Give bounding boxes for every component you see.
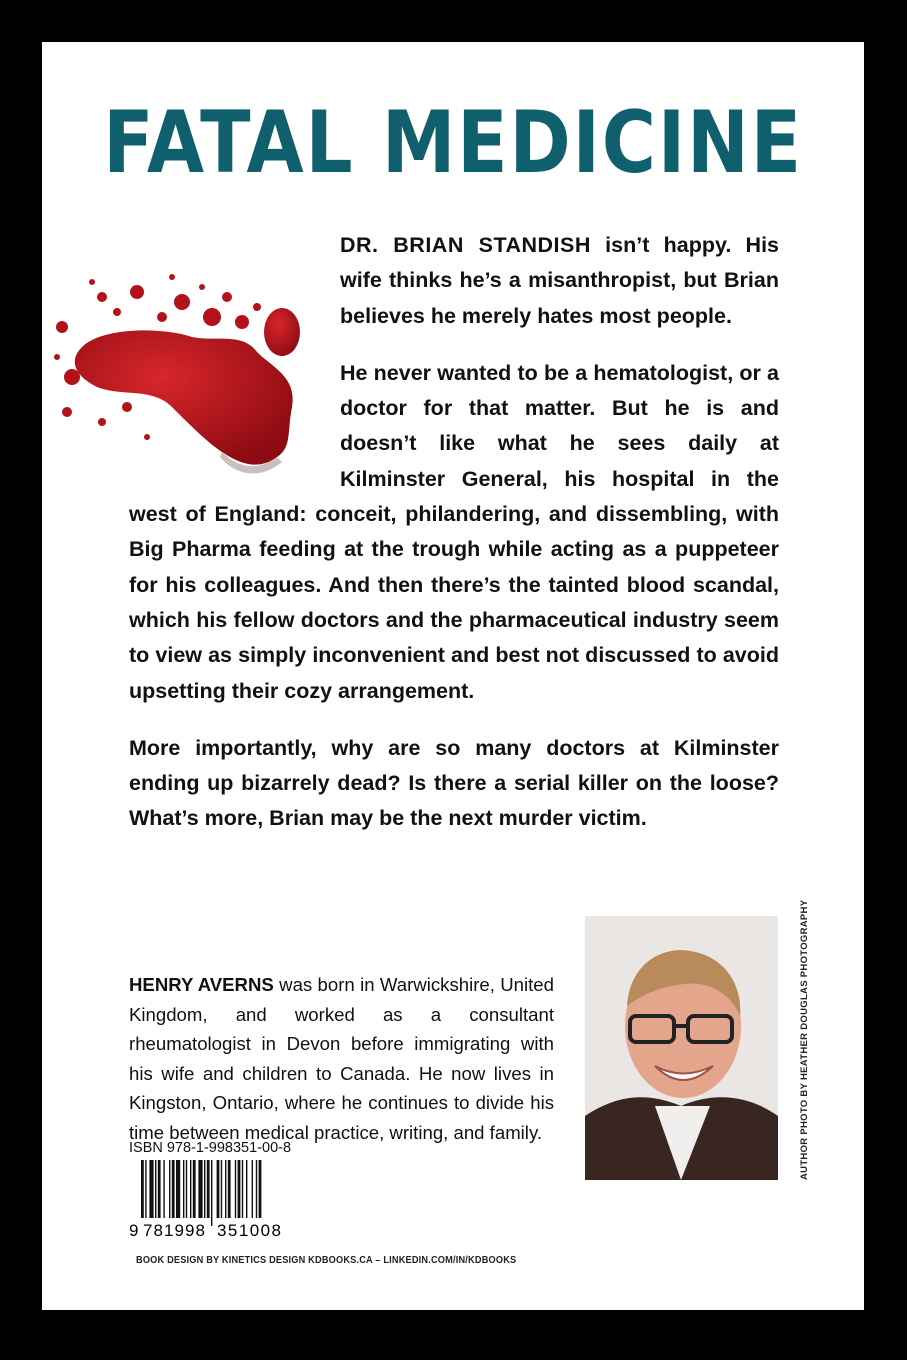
blurb-paragraph-3: More importantly, why are so many doctors at Kilminster ending up bizarrely dead? Is there a serial killer on the loose? What’s more, Brian may be the next murder victim. <box>129 735 779 831</box>
barcode-bar <box>207 1160 210 1218</box>
barcode-bar <box>238 1160 241 1218</box>
author-bio <box>129 970 554 1148</box>
blurb-paragraph-2: He never wanted to be a hematologist, or a doctor for that matter. But he is and doesn’t like what he sees daily at Kilminster General, his hospital in the west of England: conceit, philandering, and dissembling, with Big Pharma feeding at the trough while acting as a puppeteer for his colleagues. And then there’s the tainted blood scandal, which his fellow doctors and the pharmaceutical industry seem to view as simply inconvenient and best not discussed to avoid upsetting their cozy arrangement. <box>129 360 779 703</box>
barcode-bar <box>193 1160 196 1218</box>
barcode-bar <box>155 1160 156 1218</box>
barcode-digits-left: 781998 <box>143 1221 205 1240</box>
barcode-bar <box>186 1160 187 1218</box>
barcode-bar <box>141 1160 144 1226</box>
barcode-bar <box>172 1160 175 1218</box>
barcode-bar <box>163 1160 164 1218</box>
barcode-bar <box>158 1160 161 1218</box>
barcode-bar <box>169 1160 170 1218</box>
barcode-bar <box>145 1160 146 1218</box>
barcode-bar <box>190 1160 191 1218</box>
barcode-bar <box>221 1160 222 1218</box>
barcode-bar <box>259 1160 262 1218</box>
barcode-bar <box>217 1160 220 1226</box>
barcode-bar <box>183 1160 184 1218</box>
author-photo <box>585 916 778 1180</box>
book-title: FATAL MEDICINE <box>103 93 803 193</box>
barcode-bar <box>211 1160 212 1226</box>
barcode-digits-right: 351008 <box>217 1221 281 1240</box>
barcode-bar <box>228 1160 231 1218</box>
barcode-bar <box>176 1160 180 1218</box>
book-blurb <box>129 228 779 859</box>
barcode-bar <box>225 1160 226 1218</box>
barcode-bar <box>256 1160 257 1218</box>
barcode-digit-first: 9 <box>129 1221 139 1240</box>
bio-text: was born in Warwickshire, United Kingdom, and worked as a consultant rheumatologist in Devon before immigrating with his wife and children to Canada. He now lives in Kingston, Ontario, where he continues to divide his time between medical practice, writing, and family. <box>129 974 554 1143</box>
image-spacer <box>129 228 340 486</box>
design-credit: BOOK DESIGN BY KINETICS DESIGN KDBOOKS.CA – LINKEDIN.COM/IN/KDBOOKS <box>136 1255 517 1266</box>
author-name: HENRY AVERNS <box>129 974 274 995</box>
barcode-bar <box>198 1160 202 1218</box>
photo-credit: AUTHOR PHOTO BY HEATHER DOUGLAS PHOTOGRAPHY <box>799 899 810 1180</box>
barcode-bar <box>235 1160 236 1218</box>
isbn-label: ISBN 978-1-998351-00-8 <box>129 1140 292 1156</box>
blurb-text: isn’t happy. His wife thinks he’s a misanthropist, but Brian believes he merely hates most people. <box>340 233 779 328</box>
barcode-bar <box>246 1160 247 1218</box>
barcode-bar <box>149 1160 153 1218</box>
barcode-bar <box>242 1160 243 1218</box>
character-name: DR. BRIAN STANDISH <box>340 233 591 257</box>
isbn-barcode <box>129 1160 299 1240</box>
barcode-bar <box>204 1160 205 1218</box>
barcode-bar <box>252 1160 253 1218</box>
back-cover <box>42 42 864 1310</box>
